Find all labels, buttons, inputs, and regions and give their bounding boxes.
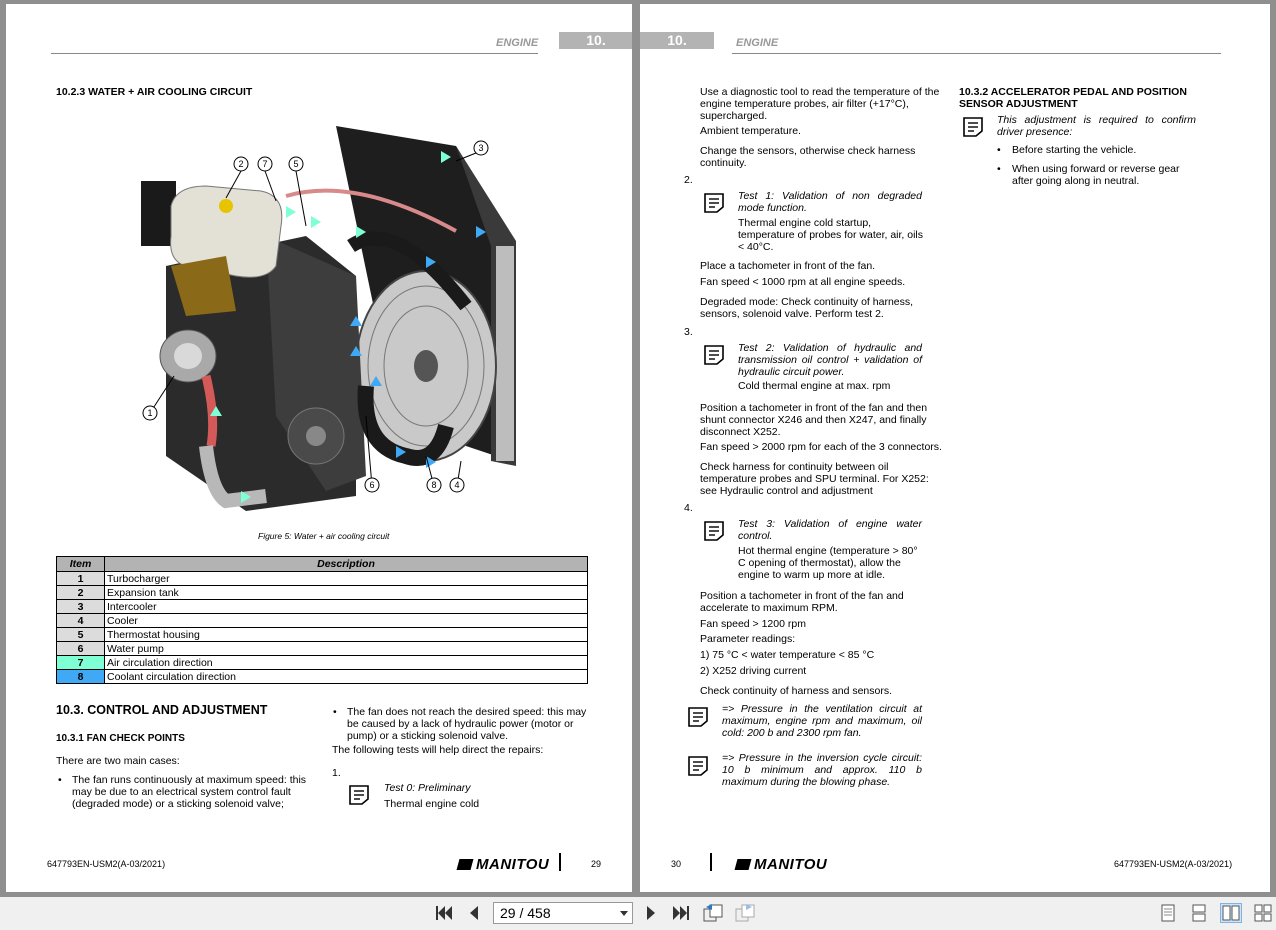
item-description: Intercooler (105, 600, 588, 614)
test-3-body: Hot thermal engine (temperature > 80° C opening of thermostat), allow the engine to warm up more at idle. (738, 545, 918, 581)
engine-figure (126, 116, 526, 526)
paragraph: Degraded mode: Check continuity of harness, sensors, solenoid valve. Perform test 2. (700, 296, 914, 320)
note-icon (703, 520, 725, 542)
note-1-text: => Pressure in the ventilation circuit at maximum, engine rpm and maximum, oil cold: 200 b and 2300 rpm fan. (722, 703, 922, 739)
items-table (56, 556, 588, 684)
item-description: Thermostat housing (105, 628, 588, 642)
go-forward-button[interactable] (734, 903, 756, 923)
case-1-text: The fan runs continuously at maximum speed: this may be due to an electrical system control fault (degraded mode) or a sticking solenoid valve; (72, 774, 307, 810)
logo-mark-icon (735, 859, 752, 870)
svg-text:5: 5 (293, 159, 299, 169)
header-chapter: 10. (559, 32, 632, 49)
page-number: 29 (591, 859, 602, 869)
table-row (57, 670, 588, 684)
callout-2 (234, 157, 248, 171)
table-row (57, 614, 588, 628)
step-2-number: 2. (684, 174, 693, 186)
single-page-icon (1160, 904, 1176, 922)
paragraph: Use a diagnostic tool to read the temperature of the engine temperature probes, air filter (+17°C), supercharged. (700, 86, 940, 122)
figure-caption: Figure 5: Water + air cooling circuit (258, 531, 390, 541)
brand-name: MANITOU (754, 856, 828, 873)
paragraph: Ambient temperature. (700, 125, 801, 137)
two-page-icon (1222, 905, 1240, 921)
item-description: Turbocharger (105, 572, 588, 586)
section-title: 10.2.3 WATER + AIR COOLING CIRCUIT (56, 86, 253, 98)
callout-1 (143, 406, 157, 420)
test-3-title: Test 3: Validation of engine water control. (738, 518, 922, 542)
paragraph: Position a tachometer in front of the fan and then shunt connector X246 and then X247, and finally disconnect X252. (700, 402, 928, 438)
paragraph: Place a tachometer in front of the fan. (700, 260, 876, 272)
step-3-number: 3. (684, 326, 693, 338)
last-page-icon (672, 905, 690, 921)
dropdown-arrow-icon[interactable] (620, 911, 628, 916)
header-chapter: 10. (640, 32, 714, 49)
table-row (57, 642, 588, 656)
svg-text:8: 8 (431, 480, 437, 490)
note-icon (687, 706, 709, 728)
two-page-continuous-view-button[interactable] (1252, 903, 1274, 923)
control-title: 10.3. CONTROL AND ADJUSTMENT (56, 703, 268, 717)
bullet-dot: • (997, 144, 1001, 156)
accelerator-bullet-1: Before starting the vehicle. (1012, 144, 1137, 156)
next-page-icon (645, 905, 657, 921)
header-rule (732, 53, 1221, 54)
paragraph: 1) 75 °C < water temperature < 85 °C (700, 649, 875, 661)
page-number-field[interactable] (493, 902, 633, 924)
left-page (6, 4, 632, 892)
item-number: 6 (57, 642, 105, 656)
table-row (57, 572, 588, 586)
logo-mark-icon (457, 859, 474, 870)
accelerator-bullet-2: When using forward or reverse gear after going along in neutral. (1012, 163, 1180, 187)
table-row (57, 586, 588, 600)
svg-text:3: 3 (478, 143, 484, 153)
item-number: 3 (57, 600, 105, 614)
page-number: 30 (671, 859, 682, 869)
two-page-view-button[interactable] (1220, 903, 1242, 923)
svg-text:7: 7 (262, 159, 268, 169)
table-row (57, 656, 588, 670)
svg-text:6: 6 (369, 480, 375, 490)
step-4-number: 4. (684, 502, 693, 514)
item-number: 4 (57, 614, 105, 628)
go-back-button[interactable] (702, 903, 724, 923)
table-header-description: Description (105, 557, 588, 572)
fan-title: 10.3.1 FAN CHECK POINTS (56, 733, 185, 744)
paragraph: Check harness for continuity between oil temperature probes and SPU terminal. For X252: see Hydraulic control and adjustment (700, 461, 929, 497)
test-1-body: Thermal engine cold startup, temperature of probes for water, air, oils < 40°C. (738, 217, 924, 253)
item-description: Cooler (105, 614, 588, 628)
footer-divider (559, 853, 561, 871)
test-0-body: Thermal engine cold (384, 798, 480, 810)
header-section: ENGINE (736, 37, 779, 49)
paragraph: Check continuity of harness and sensors. (700, 685, 893, 697)
item-number: 1 (57, 572, 105, 586)
paragraph: Fan speed < 1000 rpm at all engine speeds. (700, 276, 906, 288)
paragraph: Change the sensors, otherwise check harness continuity. (700, 145, 916, 169)
two-page-continuous-icon (1254, 904, 1272, 922)
test-0-title: Test 0: Preliminary (384, 782, 471, 794)
single-page-view-button[interactable] (1157, 903, 1179, 923)
first-page-icon (435, 905, 453, 921)
step-1-number: 1. (332, 767, 341, 779)
continuous-icon (1191, 904, 1207, 922)
table-row (57, 628, 588, 642)
two-cases-text: There are two main cases: (56, 755, 180, 767)
following-text: The following tests will help direct the repairs: (332, 744, 544, 756)
page-field-value: 29 / 458 (500, 905, 551, 921)
table-row (57, 600, 588, 614)
item-description: Air circulation direction (105, 656, 588, 670)
previous-page-button[interactable] (463, 903, 485, 923)
test-2-body: Cold thermal engine at max. rpm (738, 380, 891, 392)
first-page-button[interactable] (433, 903, 455, 923)
test-1-title: Test 1: Validation of non degraded mode function. (738, 190, 922, 214)
right-page (640, 4, 1270, 892)
manitou-logo (736, 856, 827, 873)
item-number: 2 (57, 586, 105, 600)
callout-4 (450, 478, 464, 492)
last-page-button[interactable] (670, 903, 692, 923)
manitou-logo (458, 856, 549, 873)
paragraph: 2) X252 driving current (700, 665, 807, 677)
note-icon (703, 344, 725, 366)
go-forward-icon (734, 903, 756, 923)
callout-5 (289, 157, 303, 171)
paragraph: Fan speed > 2000 rpm for each of the 3 connectors. (700, 441, 942, 453)
header-rule (51, 53, 538, 54)
bullet-dot: • (997, 163, 1001, 175)
test-2-title: Test 2: Validation of hydraulic and transmission oil control + validation of hydraulic circuit power. (738, 342, 922, 378)
viewer-toolbar (0, 897, 1276, 930)
item-description: Water pump (105, 642, 588, 656)
note-icon (348, 784, 370, 806)
svg-text:1: 1 (147, 408, 153, 418)
paragraph: Position a tachometer in front of the fan and accelerate to maximum RPM. (700, 590, 904, 614)
item-description: Coolant circulation direction (105, 670, 588, 684)
next-page-button[interactable] (640, 903, 662, 923)
continuous-view-button[interactable] (1188, 903, 1210, 923)
footer-reference: 647793EN-USM2(A-03/2021) (47, 859, 166, 869)
case-2-text: The fan does not reach the desired speed: this may be caused by a lack of hydraulic power (motor or pump) or a sticking solenoid valve. (347, 706, 587, 742)
callout-8 (427, 478, 441, 492)
callout-6 (365, 478, 379, 492)
callout-7 (258, 157, 272, 171)
note-icon (703, 192, 725, 214)
paragraph: Parameter readings: (700, 633, 796, 645)
note-2-text: => Pressure in the inversion cycle circuit: 10 b minimum and approx. 110 b maximum during the blowing phase. (722, 752, 922, 788)
bullet-dot: • (58, 774, 62, 786)
brand-name: MANITOU (476, 856, 550, 873)
svg-text:4: 4 (454, 480, 460, 490)
footer-reference: 647793EN-USM2(A-03/2021) (1114, 859, 1233, 869)
bullet-dot: • (333, 706, 337, 718)
item-number: 8 (57, 670, 105, 684)
callout-3 (474, 141, 488, 155)
header-section: ENGINE (496, 37, 539, 49)
item-number: 7 (57, 656, 105, 670)
go-back-icon (702, 903, 724, 923)
table-header-item: Item (57, 557, 105, 572)
item-number: 5 (57, 628, 105, 642)
item-description: Expansion tank (105, 586, 588, 600)
note-icon (687, 755, 709, 777)
paragraph: Fan speed > 1200 rpm (700, 618, 806, 630)
footer-divider (710, 853, 712, 871)
note-icon (962, 116, 984, 138)
prev-page-icon (468, 905, 480, 921)
accelerator-note: This adjustment is required to confirm driver presence: (997, 114, 1196, 138)
accelerator-title: 10.3.2 ACCELERATOR PEDAL AND POSITION SENSOR ADJUSTMENT (959, 86, 1187, 110)
svg-text:2: 2 (238, 159, 244, 169)
